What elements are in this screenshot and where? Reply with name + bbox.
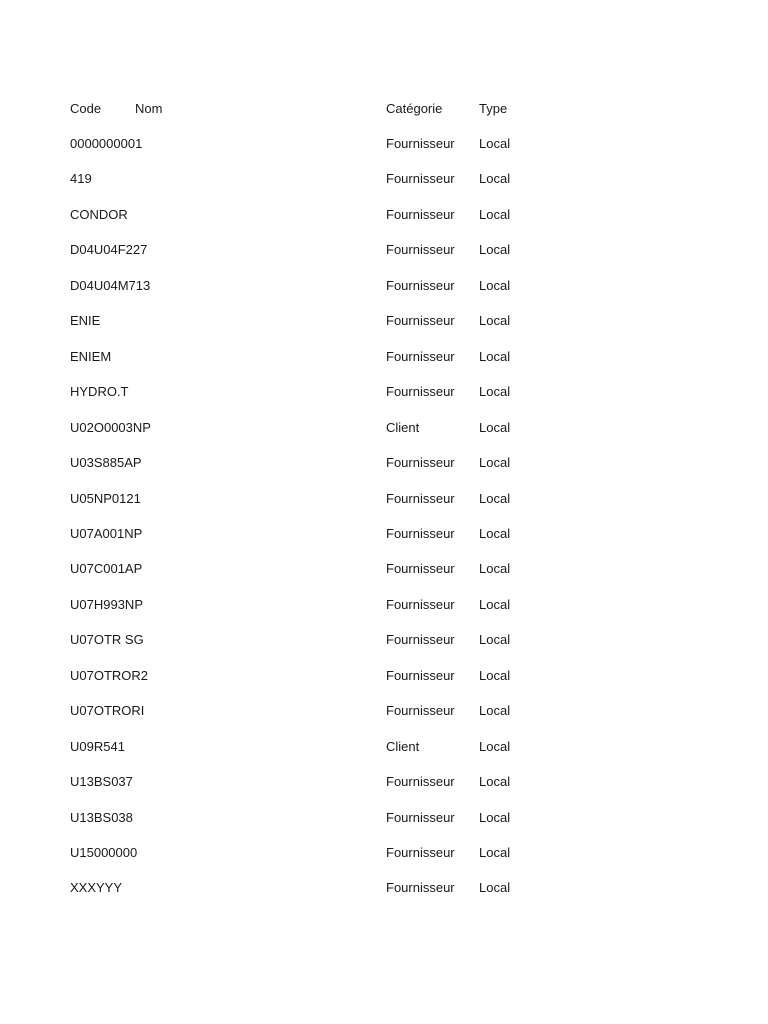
cell-categorie: Fournisseur [386,526,455,541]
cell-type: Local [479,561,511,576]
cell-code: U07OTROR2 [70,668,149,683]
cell-categorie: Fournisseur [386,668,455,683]
table-row [0,382,768,402]
cell-categorie: Fournisseur [386,774,455,789]
table-row [0,169,768,189]
header-type: Type [479,101,508,116]
cell-code: U07H993NP [70,597,143,612]
cell-code: U07OTRORI [70,703,145,718]
cell-categorie: Fournisseur [386,703,455,718]
cell-type: Local [479,597,511,612]
table-row [0,240,768,260]
cell-type: Local [479,739,511,754]
cell-type: Local [479,171,511,186]
header-code: Code [70,101,102,116]
table-row [0,524,768,544]
cell-type: Local [479,526,511,541]
cell-categorie: Fournisseur [386,349,455,364]
cell-type: Local [479,242,511,257]
cell-categorie: Fournisseur [386,632,455,647]
cell-type: Local [479,703,511,718]
cell-categorie: Client [386,420,420,435]
cell-categorie: Client [386,739,420,754]
table-row [0,630,768,650]
cell-type: Local [479,845,511,860]
table-row [0,489,768,509]
cell-code: HYDRO.T [70,384,129,399]
table-row [0,276,768,296]
cell-categorie: Fournisseur [386,313,455,328]
table-header-row [0,99,768,119]
cell-categorie: Fournisseur [386,561,455,576]
table-row [0,666,768,686]
cell-type: Local [479,632,511,647]
table-row [0,737,768,757]
cell-categorie: Fournisseur [386,207,455,222]
table-row [0,418,768,438]
cell-code: XXXYYY [70,880,123,895]
cell-type: Local [479,774,511,789]
table-row [0,808,768,828]
cell-code: U09R541 [70,739,125,754]
cell-code: U03S885AP [70,455,142,470]
table-row [0,772,768,792]
cell-categorie: Fournisseur [386,242,455,257]
cell-categorie: Fournisseur [386,136,455,151]
cell-code: U13BS038 [70,810,133,825]
cell-code: CONDOR [70,207,128,222]
table-row [0,559,768,579]
cell-code: ENIEM [70,349,112,364]
cell-type: Local [479,384,511,399]
cell-categorie: Fournisseur [386,880,455,895]
cell-type: Local [479,491,511,506]
cell-code: U07A001NP [70,526,143,541]
table-row [0,595,768,615]
cell-code: D04U04F227 [70,242,148,257]
cell-code: 0000000001 [70,136,143,151]
cell-code: U15000000 [70,845,138,860]
table-row [0,347,768,367]
cell-code: U05NP0121 [70,491,141,506]
cell-code: 419 [70,171,92,186]
table-row [0,134,768,154]
table-row [0,843,768,863]
cell-type: Local [479,207,511,222]
cell-categorie: Fournisseur [386,845,455,860]
cell-type: Local [479,455,511,470]
cell-code: ENIE [70,313,101,328]
cell-type: Local [479,313,511,328]
cell-code: U07OTR SG [70,632,144,647]
table-row [0,701,768,721]
cell-categorie: Fournisseur [386,171,455,186]
table-row [0,311,768,331]
cell-type: Local [479,668,511,683]
cell-categorie: Fournisseur [386,384,455,399]
cell-type: Local [479,349,511,364]
cell-categorie: Fournisseur [386,455,455,470]
cell-type: Local [479,278,511,293]
table-row [0,453,768,473]
cell-categorie: Fournisseur [386,810,455,825]
cell-code: U02O0003NP [70,420,151,435]
cell-categorie: Fournisseur [386,491,455,506]
cell-code: U07C001AP [70,561,143,576]
cell-type: Local [479,136,511,151]
cell-categorie: Fournisseur [386,597,455,612]
cell-code: D04U04M713 [70,278,151,293]
cell-type: Local [479,880,511,895]
cell-categorie: Fournisseur [386,278,455,293]
cell-code: U13BS037 [70,774,133,789]
cell-type: Local [479,420,511,435]
table-row [0,878,768,898]
header-nom: Nom [135,101,163,116]
table-row [0,205,768,225]
cell-type: Local [479,810,511,825]
header-categorie: Catégorie [386,101,443,116]
